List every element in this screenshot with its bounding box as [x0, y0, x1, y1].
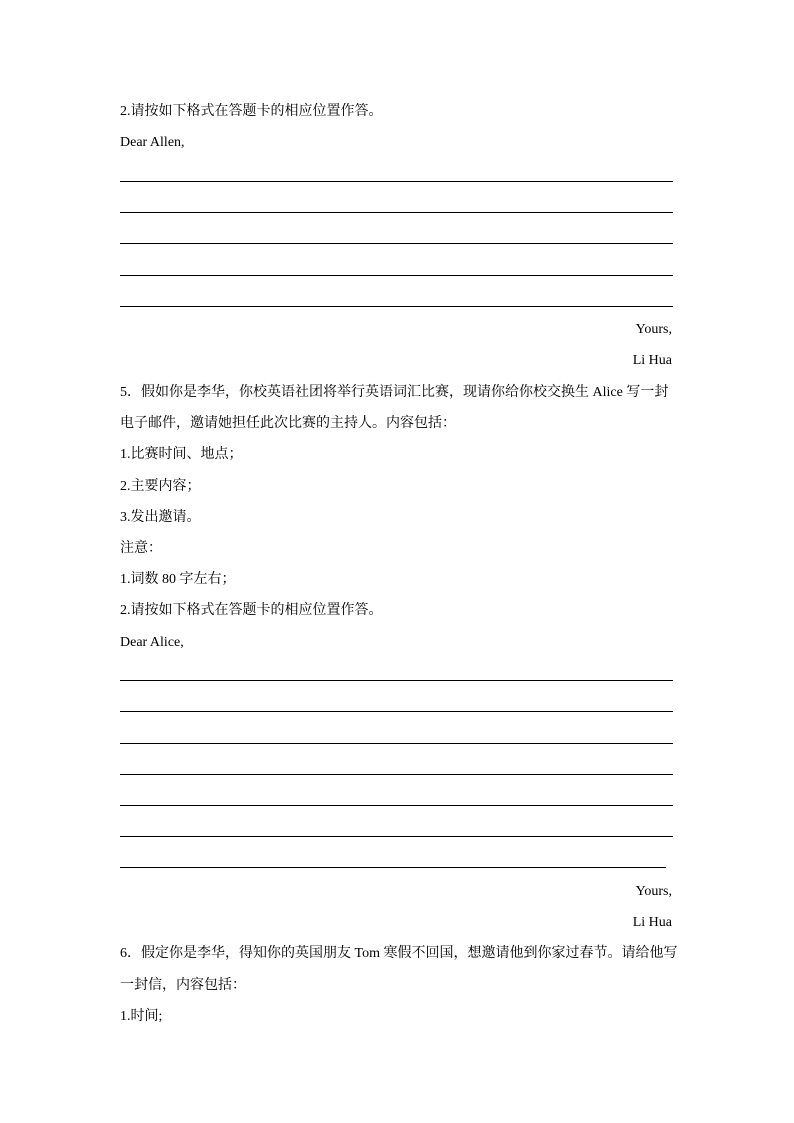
- answer-line: [120, 836, 673, 837]
- signature-li-hua: Li Hua: [632, 915, 672, 930]
- answer-line: [120, 212, 673, 213]
- q5-point-1: 1.比赛时间、地点；: [120, 447, 243, 462]
- q5-prompt-line-1: 5．假如你是李华，你校英语社团将举行英语词汇比赛，现请你给你校交换生 Alice 写一封: [120, 385, 669, 400]
- salutation-alice: Dear Alice,: [120, 635, 184, 650]
- answer-line: [120, 680, 673, 681]
- q5-notes-heading: 注意：: [120, 541, 162, 556]
- q5-prompt-line-2: 电子邮件，邀请她担任此次比赛的主持人。内容包括：: [120, 416, 456, 431]
- answer-line: [120, 743, 673, 744]
- q5-note-2: 2.请按如下格式在答题卡的相应位置作答。: [120, 603, 383, 618]
- answer-line: [120, 181, 673, 182]
- answer-line: [120, 711, 673, 712]
- answer-line: [120, 774, 673, 775]
- signature-li-hua: Li Hua: [632, 353, 672, 368]
- answer-line: [120, 306, 673, 307]
- q6-prompt-line-1: 6．假定你是李华，得知你的英国朋友 Tom 寒假不回国，想邀请他到你家过春节。请给他写: [120, 946, 678, 961]
- q5-note-1: 1.词数 80 字左右；: [120, 572, 236, 587]
- answer-line: [120, 275, 673, 276]
- q6-prompt-line-2: 一封信，内容包括：: [120, 978, 246, 993]
- answer-line: [120, 805, 673, 806]
- closing-yours: Yours,: [635, 322, 672, 337]
- q5-point-2: 2.主要内容；: [120, 479, 201, 494]
- closing-yours: Yours,: [635, 884, 672, 899]
- instruction-format: 2.请按如下格式在答题卡的相应位置作答。: [120, 104, 383, 119]
- q6-point-1: 1.时间;: [120, 1009, 163, 1024]
- q5-point-3: 3.发出邀请。: [120, 510, 201, 525]
- answer-line: [120, 243, 673, 244]
- salutation-allen: Dear Allen,: [120, 135, 185, 150]
- answer-line: [120, 867, 666, 868]
